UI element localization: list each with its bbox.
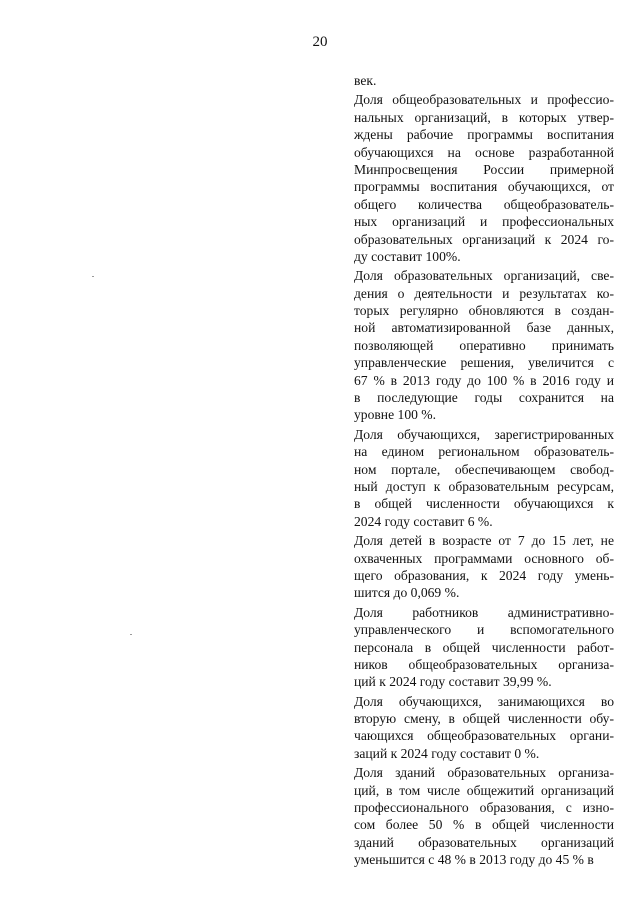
text-line: охваченных программами основного об- xyxy=(354,550,614,566)
text-line: заций к 2024 году составит 0 %. xyxy=(354,745,540,761)
scan-speck xyxy=(130,634,132,635)
page-number: 20 xyxy=(312,34,328,50)
text-line: Доля работников административно- xyxy=(354,604,614,620)
text-line: общего количества общеобразователь- xyxy=(354,196,614,212)
text-line: шится до 0,069 %. xyxy=(354,585,460,601)
paragraph xyxy=(354,91,614,265)
text-line: управленческие решения, увеличится с xyxy=(354,355,614,371)
text-line: программы воспитания обучающихся, от xyxy=(354,179,614,195)
paragraph xyxy=(354,267,614,424)
paragraph xyxy=(354,532,614,602)
text-line: Доля детей в возрасте от 7 до 15 лет, не xyxy=(354,533,614,549)
text-line: ном портале, обеспечивающем свобод- xyxy=(354,461,614,477)
text-line: позволяющей оперативно принимать xyxy=(354,337,614,353)
text-line: в общей численности обучающихся к xyxy=(354,496,614,512)
paragraph xyxy=(354,72,614,89)
scan-speck xyxy=(92,276,94,277)
text-column xyxy=(354,72,614,869)
text-line: вторую смену, в общей численности обу- xyxy=(354,711,614,727)
paragraph xyxy=(354,764,614,868)
text-line: профессионального образования, с изно- xyxy=(354,800,614,816)
text-line: 2024 году составит 6 %. xyxy=(354,513,493,529)
paragraph xyxy=(354,604,614,691)
paragraph xyxy=(354,426,614,530)
text-line: обучающихся на основе разработанной xyxy=(354,144,614,160)
text-line: на едином региональном образователь- xyxy=(354,444,614,460)
text-line: Доля образовательных организаций, све- xyxy=(354,268,614,284)
text-line: нальных организаций, в которых утвер- xyxy=(354,109,614,125)
text-line: уровне 100 %. xyxy=(354,407,437,423)
text-line: уменьшится с 48 % в 2013 году до 45 % в xyxy=(354,852,594,868)
text-line: Доля общеобразовательных и профессио- xyxy=(354,92,614,108)
text-line: сом более 50 % в общей численности xyxy=(354,817,614,833)
text-line: управленческого и вспомогательного xyxy=(354,622,614,638)
text-line: дения о деятельности и результатах ко- xyxy=(354,285,614,301)
text-line: Минпросвещения России примерной xyxy=(354,161,614,177)
text-line: ный доступ к образовательным ресурсам, xyxy=(354,478,614,494)
text-line: век. xyxy=(354,73,377,88)
text-line: Доля зданий образовательных организа- xyxy=(354,765,614,781)
text-line: Доля обучающихся, зарегистрированных xyxy=(354,426,614,442)
text-line: щего образования, к 2024 году умень- xyxy=(354,567,614,583)
text-line: Доля обучающихся, занимающихся во xyxy=(354,693,614,709)
text-line: ной автоматизированной базе данных, xyxy=(354,320,614,336)
text-line: ций к 2024 году составит 39,99 %. xyxy=(354,674,552,690)
text-line: ду составит 100%. xyxy=(354,248,461,264)
text-line: ций, в том числе общежитий организаций xyxy=(354,782,614,798)
text-line: ников общеобразовательных организа- xyxy=(354,656,614,672)
text-line: ных организаций и профессиональных xyxy=(354,214,614,230)
text-line: чающихся общеобразовательных органи- xyxy=(354,728,614,744)
text-line: зданий образовательных организаций xyxy=(354,834,614,850)
text-line: 67 % в 2013 году до 100 % в 2016 году и xyxy=(354,372,614,388)
text-line: в последующие годы сохранится на xyxy=(354,390,614,406)
text-line: торых регулярно обновляются в создан- xyxy=(354,303,614,319)
text-line: ждены рабочие программы воспитания xyxy=(354,127,614,143)
text-line: персонала в общей численности работ- xyxy=(354,639,614,655)
text-line: образовательных организаций к 2024 го- xyxy=(354,231,614,247)
paragraph xyxy=(354,693,614,763)
